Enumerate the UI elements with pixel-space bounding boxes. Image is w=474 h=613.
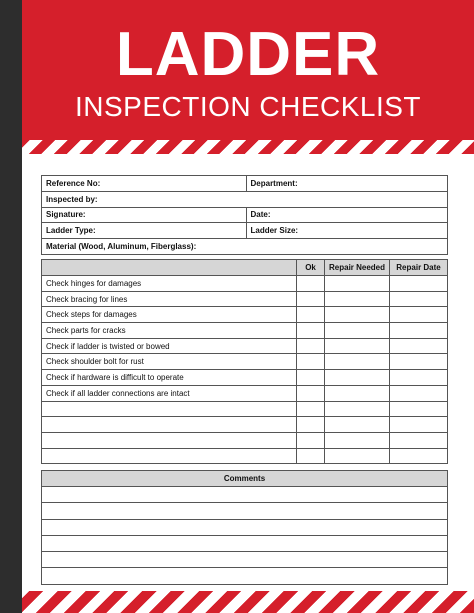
comment-line — [42, 552, 448, 568]
comment-line — [42, 519, 448, 535]
repair-needed-cell[interactable] — [325, 448, 390, 464]
repair-date-cell[interactable] — [390, 354, 448, 370]
info-row — [42, 191, 448, 207]
repair-date-cell[interactable] — [390, 291, 448, 307]
signature-field[interactable]: Signature: — [42, 207, 247, 223]
checklist-row — [42, 370, 448, 386]
checklist-item-label: Check if hardware is difficult to operate — [42, 370, 297, 386]
ok-checkbox-cell[interactable] — [297, 307, 325, 323]
repair-needed-cell[interactable] — [325, 323, 390, 339]
info-row — [42, 176, 448, 192]
title-subtitle: INSPECTION CHECKLIST — [74, 91, 422, 122]
material-field[interactable]: Material (Wood, Aluminum, Fiberglass): — [42, 239, 448, 255]
repair-needed-cell[interactable] — [325, 370, 390, 386]
checklist-item-label: Check bracing for lines — [42, 291, 297, 307]
comments-table — [41, 470, 448, 585]
repair-date-cell[interactable] — [390, 307, 448, 323]
info-row — [42, 207, 448, 223]
cover-page — [22, 0, 474, 613]
checklist-row — [42, 401, 448, 417]
date-field[interactable]: Date: — [246, 207, 448, 223]
repair-needed-cell[interactable] — [325, 276, 390, 292]
ok-checkbox-cell[interactable] — [297, 276, 325, 292]
repair-needed-cell[interactable] — [325, 338, 390, 354]
repair-date-cell[interactable] — [390, 417, 448, 433]
info-row — [42, 223, 448, 239]
checklist-row — [42, 276, 448, 292]
ok-checkbox-cell[interactable] — [297, 338, 325, 354]
checklist-row — [42, 385, 448, 401]
comment-line-cell[interactable] — [42, 519, 448, 535]
ok-checkbox-cell[interactable] — [297, 448, 325, 464]
repair-date-cell[interactable] — [390, 432, 448, 448]
ok-checkbox-cell[interactable] — [297, 417, 325, 433]
info-row — [42, 239, 448, 255]
checklist-item-label: Check if all ladder connections are intact — [42, 385, 297, 401]
repair-needed-cell[interactable] — [325, 417, 390, 433]
repair-needed-cell[interactable] — [325, 401, 390, 417]
comment-line-cell[interactable] — [42, 487, 448, 503]
comment-line-cell[interactable] — [42, 535, 448, 551]
ladder-type-field[interactable]: Ladder Type: — [42, 223, 247, 239]
repair-needed-cell[interactable] — [325, 291, 390, 307]
checklist-row — [42, 448, 448, 464]
checklist-item-label: Check if ladder is twisted or bowed — [42, 338, 297, 354]
checklist-item-label: Check hinges for damages — [42, 276, 297, 292]
comment-line — [42, 487, 448, 503]
repair-needed-cell[interactable] — [325, 432, 390, 448]
ok-checkbox-cell[interactable] — [297, 385, 325, 401]
checklist-item-label: Check steps for damages — [42, 307, 297, 323]
ladder-size-field[interactable]: Ladder Size: — [246, 223, 448, 239]
repair-date-cell[interactable] — [390, 323, 448, 339]
comment-line-cell[interactable] — [42, 552, 448, 568]
checklist-table — [41, 259, 448, 464]
checklist-header-row — [42, 260, 448, 276]
book-spine — [0, 0, 22, 613]
repair-needed-cell[interactable] — [325, 385, 390, 401]
repair-date-cell[interactable] — [390, 370, 448, 386]
comment-line — [42, 535, 448, 551]
hazard-stripe-bottom — [22, 591, 474, 613]
checklist-item-label: Check parts for cracks — [42, 323, 297, 339]
title-banner — [22, 0, 474, 140]
checklist-item-label — [42, 401, 297, 417]
repair-date-cell[interactable] — [390, 401, 448, 417]
comments-header-row — [42, 471, 448, 487]
item-column-header — [42, 260, 297, 276]
checklist-row — [42, 291, 448, 307]
checklist-item-label: Check shoulder bolt for rust — [42, 354, 297, 370]
checklist-item-label — [42, 432, 297, 448]
ok-checkbox-cell[interactable] — [297, 354, 325, 370]
inspected-by-field[interactable]: Inspected by: — [42, 191, 448, 207]
comments-header: Comments — [42, 471, 448, 487]
ok-checkbox-cell[interactable] — [297, 370, 325, 386]
checklist-item-label — [42, 448, 297, 464]
checklist-row — [42, 323, 448, 339]
checklist-item-label — [42, 417, 297, 433]
comment-line — [42, 568, 448, 584]
checklist-row — [42, 338, 448, 354]
repair-needed-cell[interactable] — [325, 307, 390, 323]
comment-line-cell[interactable] — [42, 568, 448, 584]
info-table — [41, 175, 448, 255]
hazard-stripe-top — [22, 140, 474, 154]
repair-date-cell[interactable] — [390, 276, 448, 292]
repair-needed-cell[interactable] — [325, 354, 390, 370]
comment-line — [42, 503, 448, 519]
repair-needed-column-header: Repair Needed — [325, 260, 390, 276]
title-main: LADDER — [115, 20, 381, 89]
comment-line-cell[interactable] — [42, 503, 448, 519]
repair-date-cell[interactable] — [390, 385, 448, 401]
checklist-row — [42, 354, 448, 370]
repair-date-cell[interactable] — [390, 338, 448, 354]
checklist-row — [42, 432, 448, 448]
checklist-row — [42, 307, 448, 323]
ok-column-header: Ok — [297, 260, 325, 276]
department-field[interactable]: Department: — [246, 176, 448, 192]
ok-checkbox-cell[interactable] — [297, 291, 325, 307]
ok-checkbox-cell[interactable] — [297, 323, 325, 339]
checklist-row — [42, 417, 448, 433]
repair-date-column-header: Repair Date — [390, 260, 448, 276]
ok-checkbox-cell[interactable] — [297, 432, 325, 448]
reference-no-field[interactable]: Reference No: — [42, 176, 247, 192]
repair-date-cell[interactable] — [390, 448, 448, 464]
ok-checkbox-cell[interactable] — [297, 401, 325, 417]
